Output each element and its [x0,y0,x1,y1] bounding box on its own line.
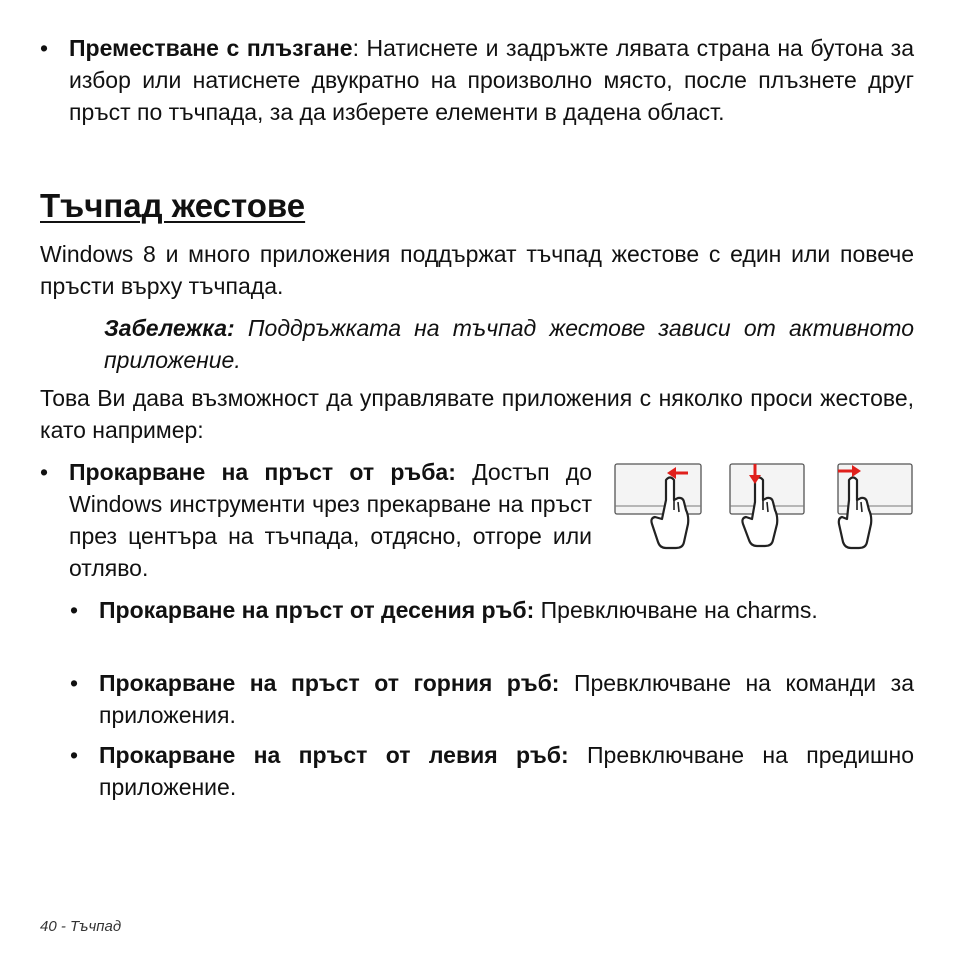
swipe-from-right-icon [612,462,704,554]
section-heading-wrap [40,186,305,226]
sub-bullet-term: Прокарване на пръст от горния ръб: [99,670,560,696]
sub-bullet-term: Прокарване на пръст от левия ръб: [99,742,569,768]
bullet-marker: • [40,459,49,485]
note-paragraph [104,312,914,376]
paragraph-gestures-intro: Windows 8 и много приложения поддържат тъчпад жестове с един или повече пръсти върху тъчпада. [40,241,914,299]
bullet-marker: • [70,597,79,623]
swipe-from-top-icon [727,462,807,554]
bullet-marker: • [70,742,79,768]
sub-bullet-text [99,667,914,731]
note-text: Поддръжката на тъчпад жестове зависи от активното приложение. [104,315,914,373]
intro-bullet-term: Преместване с плъзгане [69,35,353,61]
edge-swipe-text [69,456,592,584]
intro-bullet-desc: : Натиснете и задръжте лявата страна на бутона за избор или натиснете двукратно на произволно място, после плъзнете друг пръст по тъчпада, за да изберете елементи в дадена област. [69,35,914,125]
paragraph-gestures-examples: Това Ви дава възможност да управлявате приложения с няколко проси жестове, като например: [40,385,914,443]
edge-swipe-term: Прокарване на пръст от ръба: [69,459,456,485]
sub-bullet-text [99,594,914,626]
sub-bullet-left-edge [70,739,914,803]
bullet-marker: • [40,35,49,61]
sub-bullet-right-edge [70,594,914,626]
page-footer: 40 - Тъчпад [40,918,122,935]
intro-bullet-item [40,32,914,128]
sub-bullet-term: Прокарване на пръст от десения ръб: [99,597,535,623]
sub-bullet-desc: Превключване на команди за приложения. [99,670,914,728]
sub-bullet-desc: Превключване на предишно приложение. [99,742,914,800]
sub-bullet-desc: Превключване на charms. [534,597,818,623]
bullet-marker: • [70,670,79,696]
sub-bullet-top-edge [70,667,914,731]
edge-swipe-bullet-item [40,456,592,584]
note-label: Забележка: [104,315,235,341]
section-heading: Тъчпад жестове [40,187,306,224]
swipe-from-left-icon [835,462,915,554]
sub-bullet-text [99,739,914,803]
intro-bullet-text [69,32,914,128]
edge-swipe-desc: Достъп до Windows инструменти чрез прекарване на пръст през центъра на тъчпада, отдясно, отгоре или отляво. [69,459,593,581]
